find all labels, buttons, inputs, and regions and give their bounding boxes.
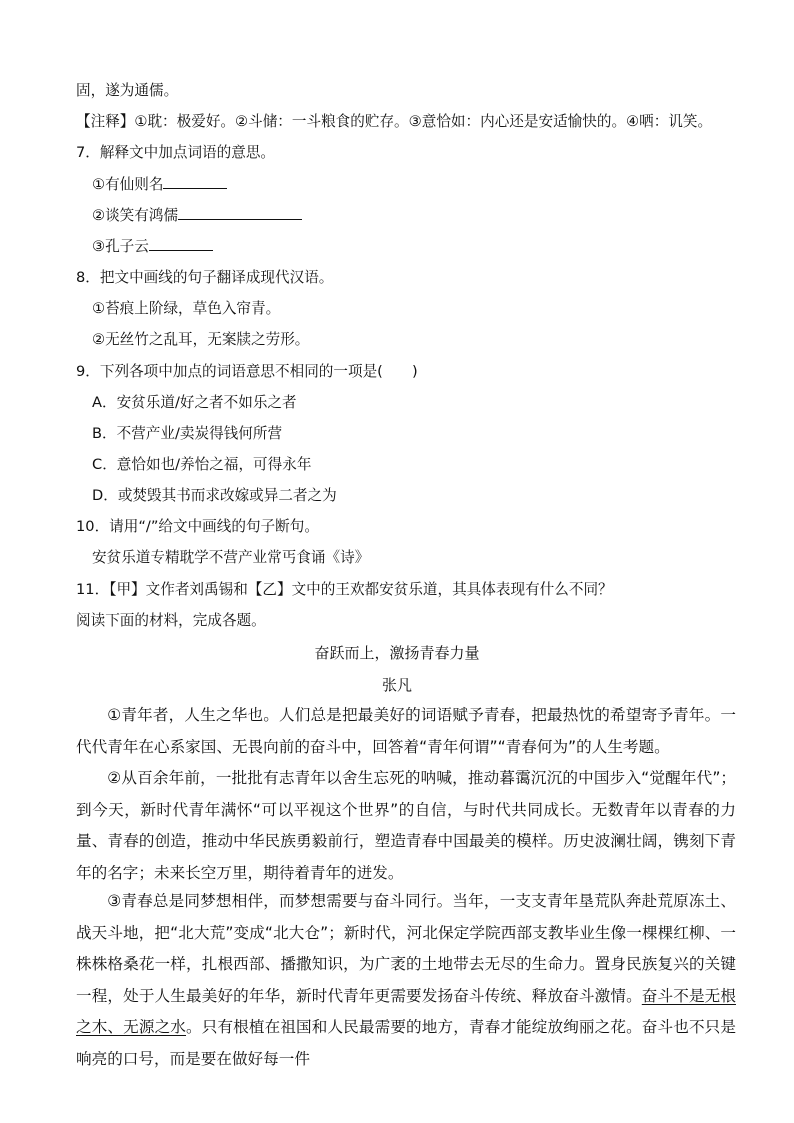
- reading-instruction: 阅读下面的材料，完成各题。: [76, 612, 266, 629]
- question-11: 11．【甲】文作者刘禹锡和【乙】文中的王欢都安贫乐道，其具体表现有什么不同？: [76, 581, 613, 598]
- question-9: 9．下列各项中加点的词语意思不相同的一项是( ): [76, 363, 418, 380]
- question-9-option-b: B．不营产业/卖炭得钱何所营: [92, 425, 283, 442]
- question-7-item-3: [92, 236, 213, 257]
- question-8-item-1: ①苔痕上阶绿，草色入帘青。: [92, 300, 281, 317]
- question-7-item-1-text: ①有仙则名: [92, 176, 164, 193]
- question-7-item-3-text: ③孔子云: [92, 238, 149, 255]
- text-line-continuation: 固，遂为通儒。: [76, 82, 179, 99]
- article-author: 张凡: [381, 676, 412, 694]
- article-paragraph-3: [76, 886, 736, 1075]
- question-9-option-a: A．安贫乐道/好之者不如乐之者: [92, 394, 297, 411]
- answer-blank[interactable]: [163, 174, 227, 189]
- question-10-sentence: 安贫乐道专精耽学不营产业常丐食诵《诗》: [92, 549, 370, 566]
- paragraph-3-text-start: ③青春总是同梦想相伴，而梦想需要与奋斗同行。当年，一支支青年垦荒队奔赴荒原冻土、战天斗地，把“北大荒”变成“北大仓”；新时代，河北保定学院西部支教毕业生像一棵棵红柳、一株株格桑花一样，扎根西部、播撒知识，为广袤的土地带去无尽的生命力。置身民族复兴的关键一程，处于人生最美好的年华，新时代青年更需要发扬奋斗传统、释放奋斗激情。: [76, 892, 736, 1005]
- annotation-notes: 【注释】①耽：极爱好。②斗储：一斗粮食的贮存。③意恰如：内心还是安适愉快的。④哂：讥笑。: [76, 113, 713, 130]
- question-10: 10．请用“/”给文中画线的句子断句。: [76, 518, 319, 535]
- question-7-item-2: [92, 205, 302, 226]
- question-7-item-1: [92, 174, 227, 195]
- article-title: 奋跃而上，激扬青春力量: [314, 644, 480, 662]
- article-paragraph-2: ②从百余年前，一批批有志青年以舍生忘死的呐喊，推动暮霭沉沉的中国步入“觉醒年代”；到今天，新时代青年满怀“可以平视这个世界”的自信，与时代共同成长。无数青年以青春的力量、青春的创造，推动中华民族勇毅前行，塑造青春中国最美的模样。历史波澜壮阔，镌刻下青年的名字；未来长空万里，期待着青年的迸发。: [76, 769, 736, 882]
- question-7: 7．解释文中加点词语的意思。: [76, 144, 276, 161]
- question-9-option-d: D．或焚毁其书而求改嫁或异二者之为: [92, 487, 337, 504]
- answer-blank[interactable]: [149, 236, 213, 251]
- question-8-item-2: ②无丝竹之乱耳，无案牍之劳形。: [92, 331, 310, 348]
- underlined-sentence: 奋斗不是无根之木、无源之水: [76, 986, 736, 1036]
- answer-blank[interactable]: [178, 205, 302, 220]
- question-8: 8．把文中画线的句子翻译成现代汉语。: [76, 269, 334, 286]
- question-7-item-2-text: ②谈笑有鸿儒: [92, 207, 179, 224]
- article-paragraph-1: ①青年者，人生之华也。人们总是把最美好的词语赋予青春，把最热忱的希望寄予青年。一代代青年在心系家国、无畏向前的奋斗中，回答着“青年何谓”“青春何为”的人生考题。: [76, 706, 736, 756]
- paragraph-3-text-end: 。只有根植在祖国和人民最需要的地方，青春才能绽放绚丽之花。奋斗也不只是响亮的口号，而是要在做好每一件: [76, 1018, 736, 1068]
- question-9-option-c: C．意恰如也/养怡之福，可得永年: [92, 456, 312, 473]
